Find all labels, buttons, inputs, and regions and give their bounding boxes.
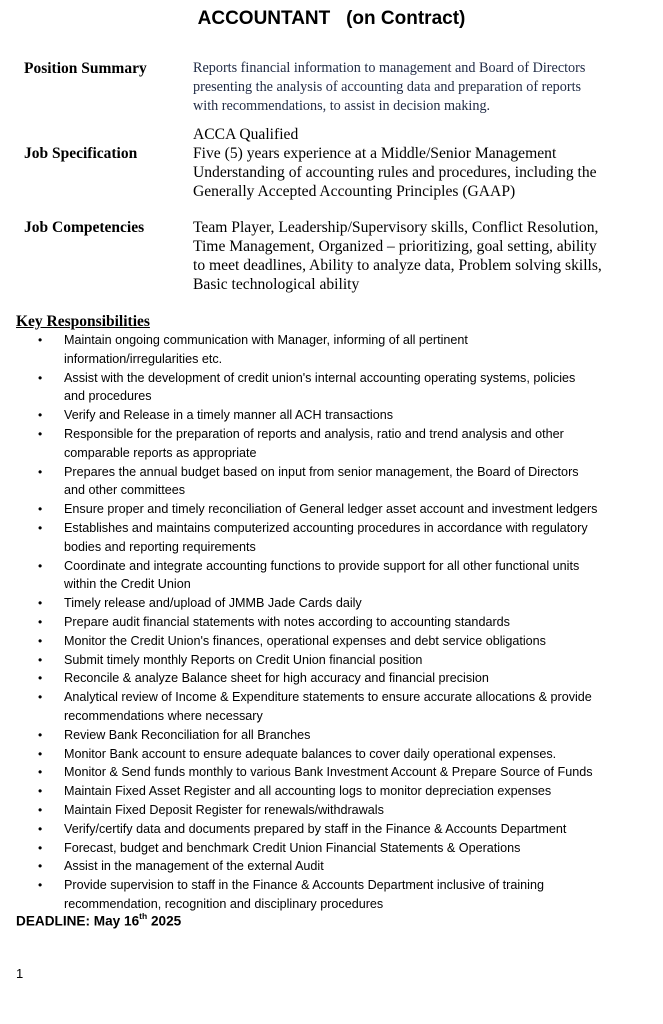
job-specification-label: Job Specification (24, 145, 138, 162)
responsibility-text: Assist with the development of credit union's internal accounting operating systems, policies (64, 370, 576, 385)
bullet-icon: • (38, 727, 43, 742)
job-competencies-line: to meet deadlines, Ability to analyze data, Problem solving skills, (193, 257, 602, 274)
bullet-icon: • (38, 840, 43, 855)
responsibility-text: and other committees (64, 483, 186, 498)
job-specification-line: ACCA Qualified (193, 126, 299, 143)
bullet-icon: • (38, 558, 43, 573)
bullet-icon: • (38, 596, 43, 611)
responsibility-text: Establishes and maintains computerized accounting procedures in accordance with regulatory (64, 520, 588, 535)
responsibility-item (0, 820, 663, 839)
responsibility-item (0, 688, 663, 726)
deadline-prefix: DEADLINE: May 16 (16, 913, 140, 929)
position-summary-line: with recommendations, to assist in decision making. (193, 98, 491, 114)
responsibility-item (0, 331, 663, 369)
responsibility-text: and procedures (64, 389, 152, 404)
deadline-ordinal-suffix: th (139, 911, 148, 921)
responsibility-text: Responsible for the preparation of reports and analysis, ratio and trend analysis and other (64, 426, 564, 441)
responsibility-text: Assist in the management of the external Audit (64, 859, 324, 874)
responsibility-text: Monitor the Credit Union's finances, operational expenses and debt service obligations (64, 633, 546, 648)
deadline (16, 912, 181, 929)
responsibility-text: within the Credit Union (64, 577, 191, 592)
bullet-icon: • (38, 408, 43, 423)
bullet-icon: • (38, 502, 43, 517)
responsibility-item (0, 763, 663, 782)
responsibility-item (0, 369, 663, 407)
bullet-icon: • (38, 802, 43, 817)
responsibility-item (0, 406, 663, 425)
job-competencies-line: Basic technological ability (193, 276, 360, 293)
position-summary-line: presenting the analysis of accounting data and preparation of reports (193, 79, 582, 95)
deadline-year: 2025 (147, 913, 182, 929)
job-competencies-text (193, 218, 653, 294)
responsibility-item (0, 726, 663, 745)
bullet-icon: • (38, 633, 43, 648)
responsibility-text: Reconcile & analyze Balance sheet for high accuracy and financial precision (64, 671, 489, 686)
responsibility-text: Verify/certify data and documents prepared by staff in the Finance & Accounts Department (64, 821, 567, 836)
responsibility-item (0, 745, 663, 764)
responsibility-item (0, 839, 663, 858)
bullet-icon: • (38, 765, 43, 780)
bullet-icon: • (38, 426, 43, 441)
job-specification-text (193, 125, 653, 201)
bullet-icon: • (38, 859, 43, 874)
responsibility-item (0, 801, 663, 820)
responsibility-text: Forecast, budget and benchmark Credit Union Financial Statements & Operations (64, 840, 521, 855)
responsibility-item (0, 557, 663, 595)
responsibility-text: Maintain Fixed Deposit Register for renewals/withdrawals (64, 802, 384, 817)
responsibility-item (0, 876, 663, 914)
job-specification-line: Five (5) years experience at a Middle/Senior Management (193, 145, 557, 162)
responsibility-item (0, 782, 663, 801)
job-specification-line: Generally Accepted Accounting Principles (GAAP) (193, 183, 516, 200)
responsibility-text: Maintain Fixed Asset Register and all accounting logs to monitor depreciation expenses (64, 784, 552, 799)
responsibility-text: Monitor Bank account to ensure adequate balances to cover daily operational expenses. (64, 746, 557, 761)
bullet-icon: • (38, 333, 43, 347)
responsibility-text: comparable reports as appropriate (64, 445, 257, 460)
responsibility-text: Prepare audit financial statements with notes according to accounting standards (64, 614, 510, 629)
responsibility-text: Ensure proper and timely reconciliation of General ledger asset account and investment ledgers (64, 502, 598, 517)
responsibility-item (0, 425, 663, 463)
responsibility-text: Monitor & Send funds monthly to various Bank Investment Account & Prepare Source of Funds (64, 765, 593, 780)
page-number: 1 (16, 966, 24, 981)
responsibility-text: Review Bank Reconciliation for all Branches (64, 727, 311, 742)
responsibility-text: Analytical review of Income & Expenditure statements to ensure accurate allocations & provide (64, 690, 592, 705)
page-title: ACCOUNTANT (on Contract) (197, 8, 466, 29)
responsibility-text: bodies and reporting requirements (64, 539, 256, 554)
responsibility-text: Timely release and/upload of JMMB Jade Cards daily (64, 596, 362, 611)
job-competencies-label: Job Competencies (24, 219, 145, 236)
bullet-icon: • (38, 464, 43, 479)
responsibility-item (0, 857, 663, 876)
job-competencies-line: Team Player, Leadership/Supervisory skills, Conflict Resolution, (193, 219, 599, 236)
bullet-icon: • (38, 784, 43, 799)
key-responsibilities-list (0, 331, 663, 914)
bullet-icon: • (38, 878, 43, 893)
bullet-icon: • (38, 520, 43, 535)
bullet-icon: • (38, 652, 43, 667)
responsibility-item (0, 519, 663, 557)
responsibility-item (0, 500, 663, 519)
position-summary-line: Reports financial information to management and Board of Directors (193, 60, 586, 76)
job-specification-line: Understanding of accounting rules and procedures, including the (193, 164, 597, 181)
responsibility-text: Maintain ongoing communication with Manager, informing of all pertinent (64, 333, 468, 347)
bullet-icon: • (38, 370, 43, 385)
bullet-icon: • (38, 671, 43, 686)
bullet-icon: • (38, 614, 43, 629)
responsibility-text: Prepares the annual budget based on input from senior management, the Board of Directors (64, 464, 579, 479)
bullet-icon: • (38, 821, 43, 836)
responsibility-item (0, 463, 663, 501)
key-responsibilities-heading: Key Responsibilities (16, 313, 150, 330)
responsibility-text: Coordinate and integrate accounting functions to provide support for all other functional units (64, 558, 580, 573)
responsibility-item (0, 632, 663, 651)
responsibility-item (0, 651, 663, 670)
position-summary-label: Position Summary (24, 60, 147, 77)
position-summary-text (193, 59, 653, 116)
responsibility-text: information/irregularities etc. (64, 351, 223, 366)
bullet-icon: • (38, 746, 43, 761)
responsibility-text: recommendation, recognition and disciplinary procedures (64, 896, 384, 911)
responsibility-item (0, 613, 663, 632)
responsibility-text: Verify and Release in a timely manner all ACH transactions (64, 408, 393, 423)
job-competencies-line: Time Management, Organized – prioritizing, goal setting, ability (193, 238, 597, 255)
responsibility-text: recommendations where necessary (64, 708, 263, 723)
bullet-icon: • (38, 690, 43, 705)
responsibility-text: Submit timely monthly Reports on Credit Union financial position (64, 652, 423, 667)
responsibility-item (0, 669, 663, 688)
responsibility-item (0, 594, 663, 613)
responsibility-text: Provide supervision to staff in the Finance & Accounts Department inclusive of training (64, 878, 544, 893)
